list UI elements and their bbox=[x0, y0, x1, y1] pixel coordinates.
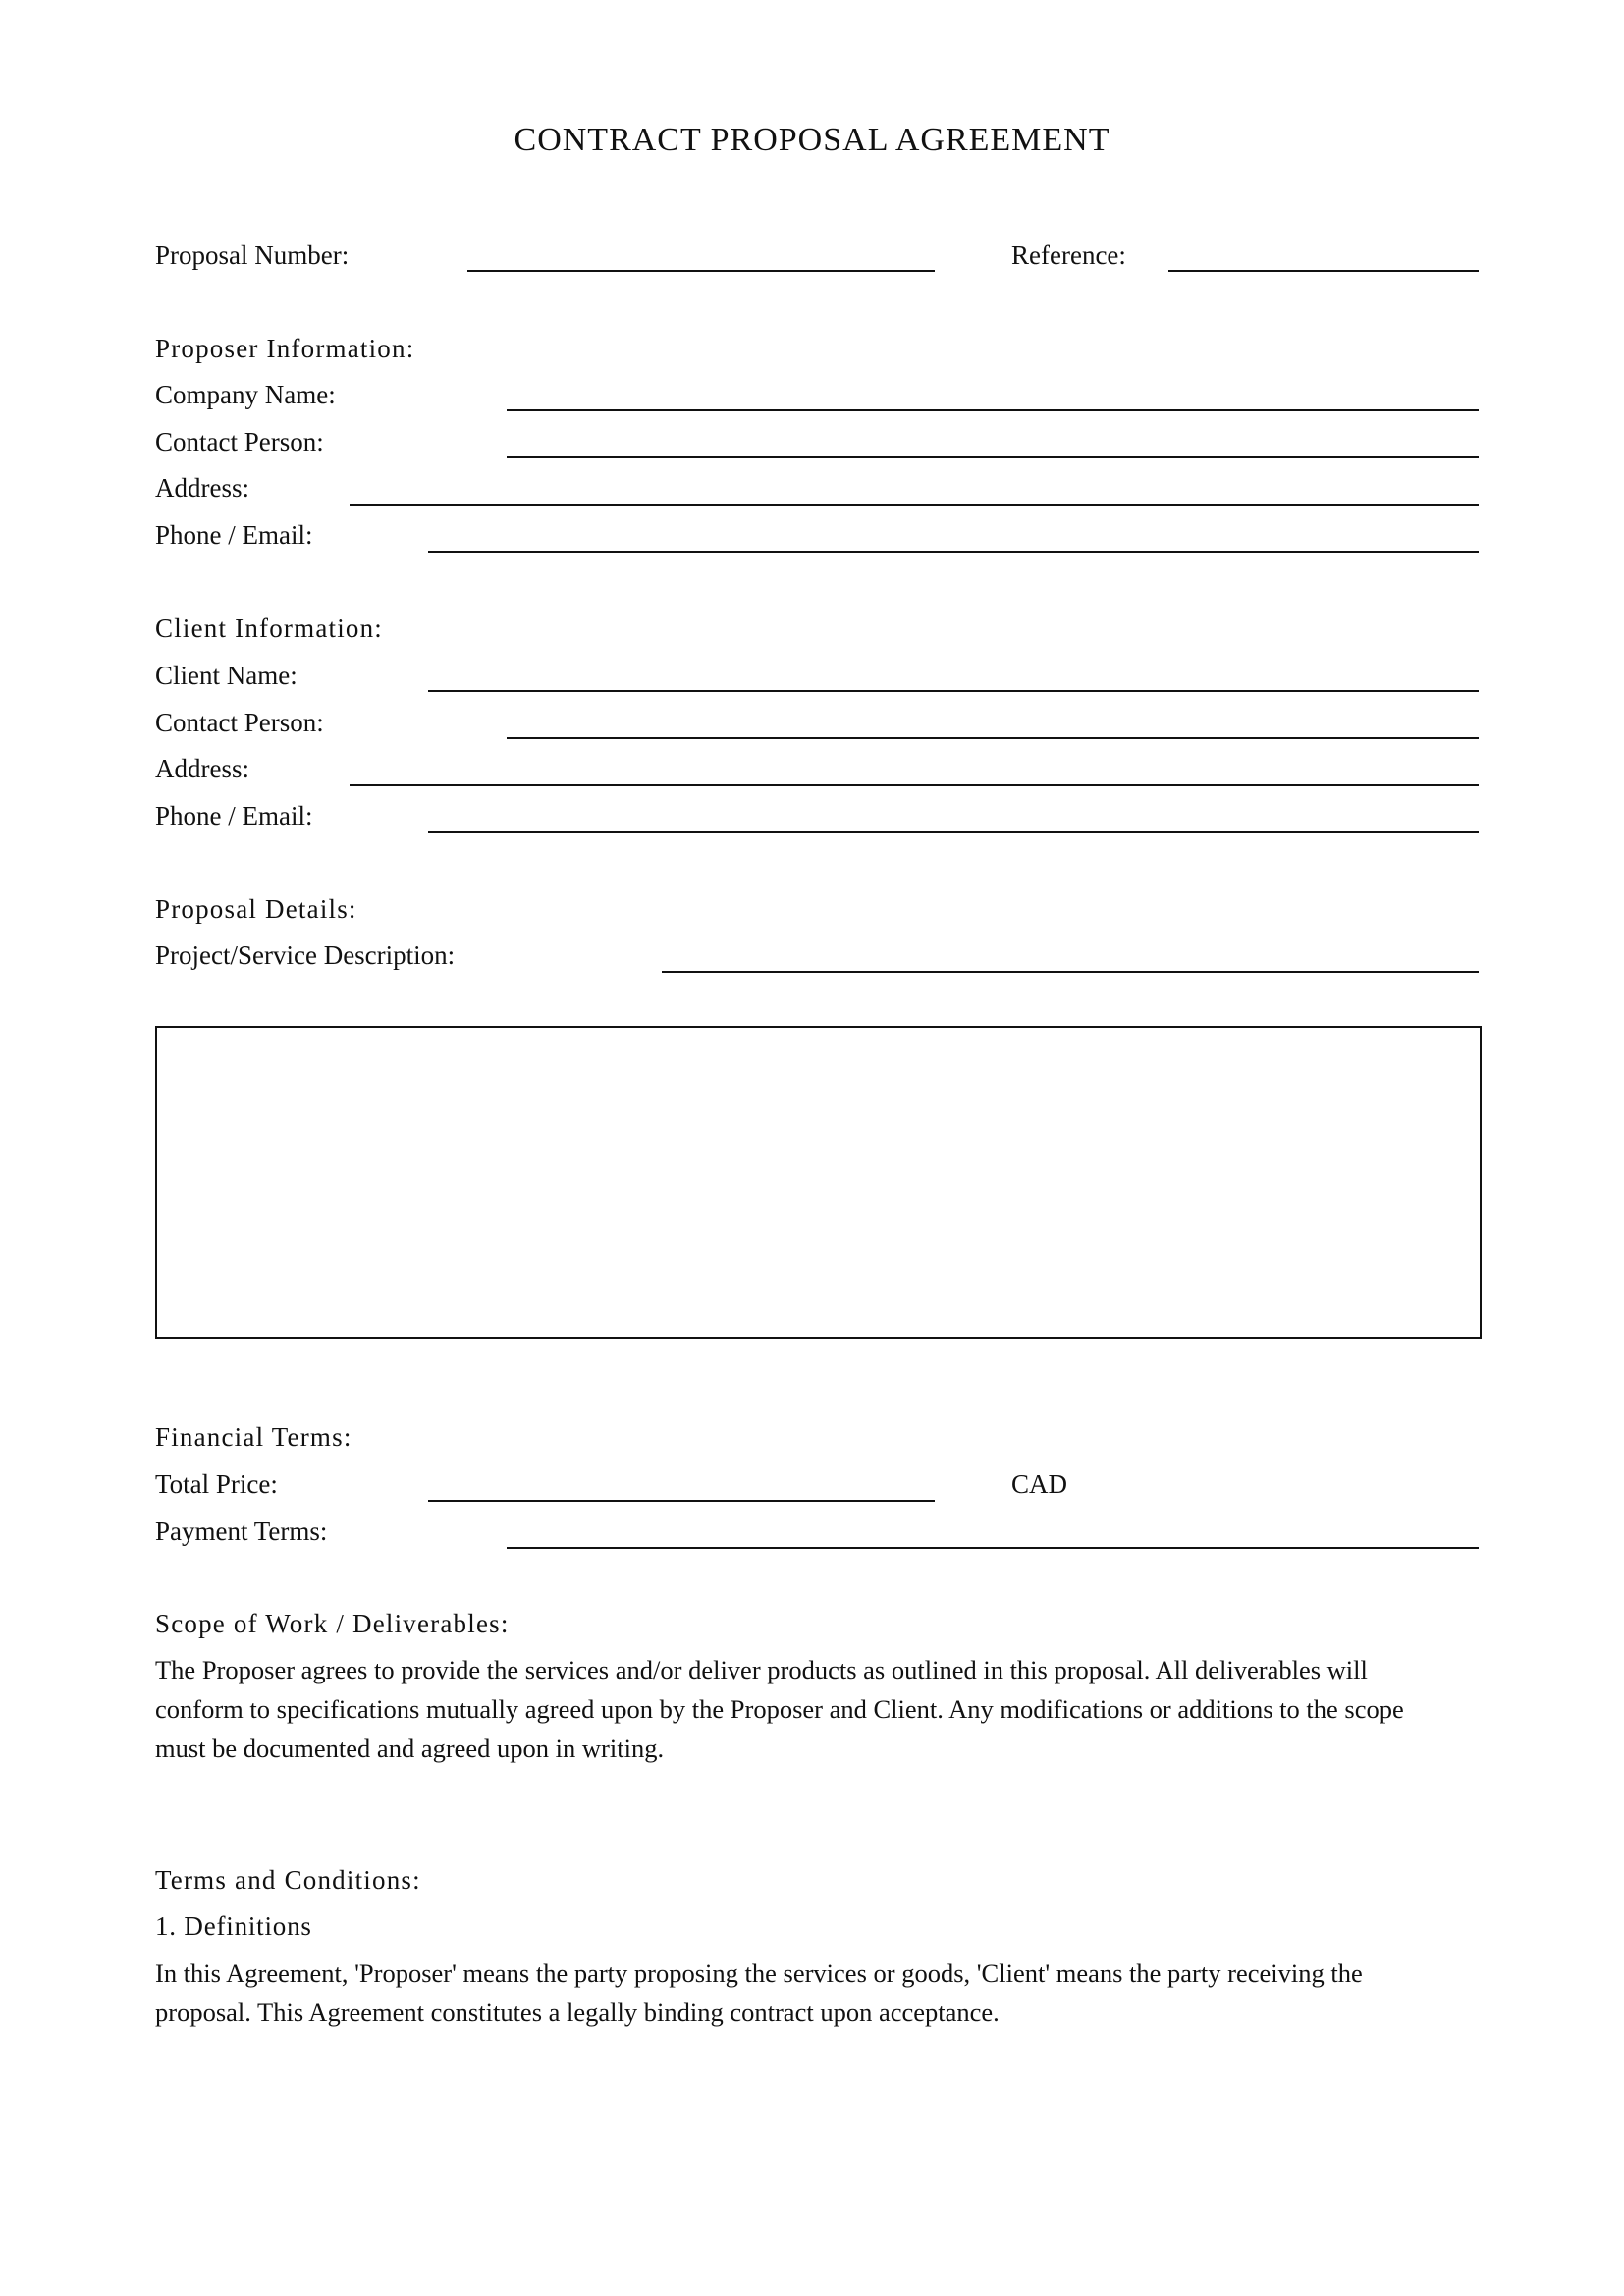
terms-heading: Terms and Conditions: bbox=[155, 1865, 421, 1895]
scope-line: must be documented and agreed upon in writing. bbox=[155, 1734, 665, 1763]
scope-line: The Proposer agrees to provide the services and/or deliver products as outlined in this proposal. All deliverables will bbox=[155, 1655, 1368, 1684]
financial-terms-heading: Financial Terms: bbox=[155, 1422, 352, 1452]
proposal-number-field[interactable] bbox=[467, 270, 935, 272]
scope-paragraph bbox=[155, 1650, 1481, 1768]
client-phone-email-field[interactable] bbox=[428, 831, 1479, 833]
client-contact-person-label: Contact Person: bbox=[155, 708, 324, 737]
definitions-line: In this Agreement, 'Proposer' means the party proposing the services or goods, 'Client' means the party receiving the bbox=[155, 1958, 1363, 1988]
proposer-address-label: Address: bbox=[155, 473, 249, 503]
definitions-paragraph bbox=[155, 1953, 1481, 2032]
currency-label: CAD bbox=[1011, 1469, 1068, 1499]
reference-label: Reference: bbox=[1011, 240, 1126, 270]
proposal-number-label: Proposal Number: bbox=[155, 240, 350, 270]
definitions-heading: 1. Definitions bbox=[155, 1911, 312, 1941]
total-price-field[interactable] bbox=[428, 1500, 935, 1502]
payment-terms-label: Payment Terms: bbox=[155, 1517, 328, 1546]
description-label: Project/Service Description: bbox=[155, 940, 456, 970]
proposal-details-heading: Proposal Details: bbox=[155, 894, 357, 924]
client-address-label: Address: bbox=[155, 754, 249, 783]
definitions-line: proposal. This Agreement constitutes a legally binding contract upon acceptance. bbox=[155, 1998, 1000, 2027]
proposer-company-name-field[interactable] bbox=[507, 409, 1479, 411]
client-address-field[interactable] bbox=[350, 784, 1479, 786]
proposer-company-name-label: Company Name: bbox=[155, 380, 336, 409]
total-price-label: Total Price: bbox=[155, 1469, 278, 1499]
payment-terms-field[interactable] bbox=[507, 1547, 1479, 1549]
client-name-field[interactable] bbox=[428, 690, 1479, 692]
proposer-contact-person-label: Contact Person: bbox=[155, 427, 324, 456]
client-info-heading: Client Information: bbox=[155, 614, 384, 643]
client-phone-email-label: Phone / Email: bbox=[155, 801, 313, 830]
proposer-phone-email-field[interactable] bbox=[428, 551, 1479, 553]
description-textbox[interactable] bbox=[155, 1026, 1482, 1339]
proposer-address-field[interactable] bbox=[350, 504, 1479, 506]
reference-field[interactable] bbox=[1168, 270, 1479, 272]
document-title: CONTRACT PROPOSAL AGREEMENT bbox=[514, 122, 1110, 158]
proposer-contact-person-field[interactable] bbox=[507, 456, 1479, 458]
scope-line: conform to specifications mutually agreed upon by the Proposer and Client. Any modifications or additions to the scope bbox=[155, 1694, 1404, 1724]
proposer-info-heading: Proposer Information: bbox=[155, 334, 415, 363]
scope-heading: Scope of Work / Deliverables: bbox=[155, 1609, 510, 1638]
client-name-label: Client Name: bbox=[155, 661, 298, 690]
description-title-field[interactable] bbox=[662, 971, 1479, 973]
client-contact-person-field[interactable] bbox=[507, 737, 1479, 739]
proposer-phone-email-label: Phone / Email: bbox=[155, 520, 313, 550]
